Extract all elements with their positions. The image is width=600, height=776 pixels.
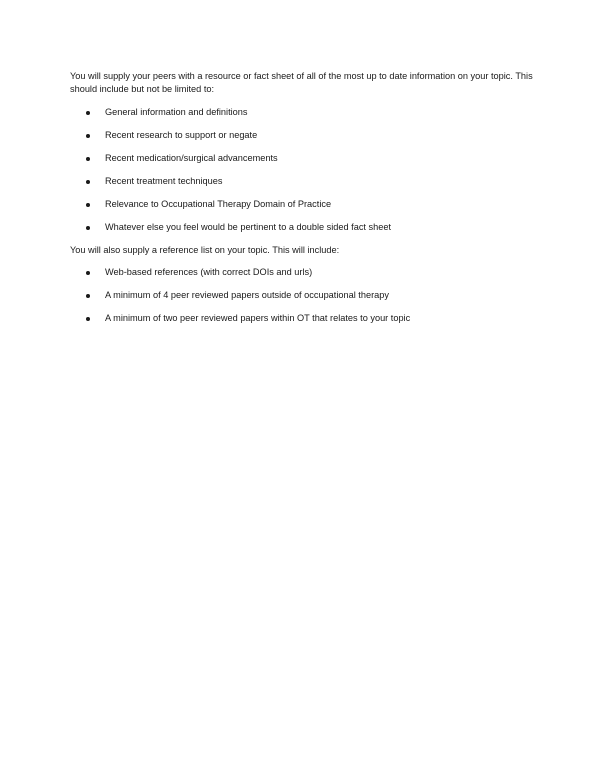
list-item-text: A minimum of two peer reviewed papers within OT that relates to your topic xyxy=(105,313,411,323)
list-item xyxy=(70,312,540,325)
list-item-text: General information and definitions xyxy=(105,107,248,117)
bullet-icon xyxy=(86,271,90,275)
list-item xyxy=(70,221,540,234)
list-item-text: Recent research to support or negate xyxy=(105,130,258,140)
intro-paragraph: You will supply your peers with a resource or fact sheet of all of the most up to date information on your topic. This should include but not be limited to: xyxy=(70,71,533,94)
document-body xyxy=(70,70,540,335)
list-item xyxy=(70,289,540,302)
bullet-icon xyxy=(86,317,90,321)
reference-list xyxy=(70,266,540,325)
list-item-text: Relevance to Occupational Therapy Domain of Practice xyxy=(105,199,332,209)
bullet-icon xyxy=(86,180,90,184)
bullet-icon xyxy=(86,294,90,298)
bullet-icon xyxy=(86,134,90,138)
list-item-text: Web-based references (with correct DOIs and urls) xyxy=(105,267,313,277)
list-item-text: A minimum of 4 peer reviewed papers outside of occupational therapy xyxy=(105,290,389,300)
list-item xyxy=(70,129,540,142)
bullet-icon xyxy=(86,157,90,161)
list-item-text: Whatever else you feel would be pertinent to a double sided fact sheet xyxy=(105,222,392,232)
fact-sheet-list xyxy=(70,106,540,234)
list-item xyxy=(70,175,540,188)
list-item-text: Recent medication/surgical advancements xyxy=(105,153,278,163)
bullet-icon xyxy=(86,226,90,230)
bullet-icon xyxy=(86,203,90,207)
list-item xyxy=(70,198,540,211)
reference-intro-paragraph: You will also supply a reference list on your topic. This will include: xyxy=(70,245,340,255)
bullet-icon xyxy=(86,111,90,115)
list-item xyxy=(70,152,540,165)
list-item-text: Recent treatment techniques xyxy=(105,176,223,186)
list-item xyxy=(70,106,540,119)
list-item xyxy=(70,266,540,279)
